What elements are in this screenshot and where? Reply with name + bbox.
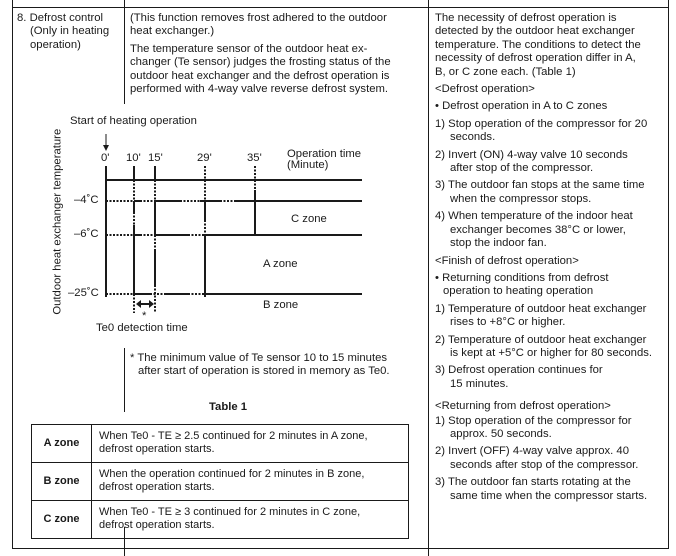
zone-cell: C zone — [32, 501, 92, 539]
footnote-line-2: after start of operation is stored in memory as Te0. — [138, 365, 390, 378]
y-tick-minus-25: –25˚C — [68, 287, 99, 299]
intro-para-2-line: performed with 4-way valve reverse defrost system. — [130, 83, 389, 96]
item-line: is kept at +5°C or higher for 80 seconds. — [450, 346, 653, 359]
column-divider-left-upper — [124, 0, 125, 104]
x-tick-10: 10' — [126, 152, 141, 164]
section-title — [17, 12, 109, 52]
item-line: stop the indoor fan. — [450, 237, 547, 250]
column-divider-left-lower — [124, 348, 125, 412]
table-row — [32, 501, 409, 539]
intro-para-1 — [130, 12, 391, 39]
item-line: approx. 50 seconds. — [450, 427, 552, 440]
table-caption: Table 1 — [209, 401, 248, 413]
bottom-border — [12, 548, 669, 549]
item-line: after stop of the compressor. — [450, 162, 594, 175]
table-row — [32, 463, 409, 501]
item-line: 1) Temperature of outdoor heat exchanger — [435, 302, 647, 315]
intro-para-2 — [130, 43, 391, 97]
right-intro-line: detected by the outdoor heat exchanger — [435, 25, 635, 38]
condition-line: defrost operation starts. — [99, 481, 215, 493]
start-arrow-icon — [103, 145, 109, 151]
condition-cell — [92, 463, 409, 501]
te0-detection-label: Te0 detection time — [96, 322, 188, 334]
item-line: 3) The outdoor fan starts rotating at the — [435, 476, 631, 489]
section-title-line-3: operation) — [30, 38, 81, 51]
defrost-item-4 — [435, 210, 652, 250]
intro-text — [130, 12, 391, 96]
defrost-item-3 — [435, 179, 652, 206]
item-line: 15 minutes. — [450, 377, 509, 390]
right-intro-line: B, or C zone each. (Table 1) — [435, 65, 576, 78]
condition-cell — [92, 425, 409, 463]
y-tick-minus-4: –4˚C — [74, 194, 99, 206]
item-line: 3) Defrost operation continues for — [435, 364, 603, 377]
intro-para-2-line: outdoor heat exchanger and the defrost operation is — [130, 69, 390, 82]
right-intro — [435, 12, 652, 79]
condition-line: When the operation continued for 2 minutes in B zone, — [99, 468, 365, 480]
condition-line: When Te0 - TE ≥ 3 continued for 2 minutes in C zone, — [99, 506, 361, 518]
item-line: 4) When temperature of the indoor heat — [435, 210, 633, 223]
defrost-bullet: • Defrost operation in A to C zones — [435, 100, 608, 113]
x-axis-label-line-1: Operation time — [287, 148, 362, 160]
item-line: rises to +8°C or higher. — [450, 316, 566, 329]
item-line: 1) Stop operation of the compressor for — [435, 414, 632, 427]
x-tick-29: 29' — [197, 152, 212, 164]
zone-cell: A zone — [32, 425, 92, 463]
item-line: 2) Invert (OFF) 4-way valve approx. 40 — [435, 445, 629, 458]
start-of-heating-label: Start of heating operation — [70, 115, 197, 127]
bullet-line: operation to heating operation — [443, 285, 594, 298]
bullet-line: • Returning conditions from defrost — [435, 271, 609, 284]
zone-diagram — [0, 100, 428, 340]
top-border — [12, 7, 669, 8]
section-title-line-2: (Only in heating — [30, 25, 110, 38]
section-title-line-1: Defrost control — [29, 12, 104, 24]
finish-heading: <Finish of defrost operation> — [435, 254, 579, 267]
returning-heading: <Returning from defrost operation> — [435, 400, 611, 413]
item-line: same time when the compressor starts. — [450, 489, 648, 502]
defrost-heading: <Defrost operation> — [435, 83, 535, 96]
finish-item-2 — [435, 334, 652, 361]
right-column — [435, 12, 652, 507]
defrost-item-1 — [435, 118, 652, 145]
column-divider-right — [428, 0, 429, 556]
intro-para-1-line: heat exchanger.) — [130, 25, 215, 38]
finish-item-3 — [435, 364, 652, 391]
returning-item-3 — [435, 476, 652, 503]
x-tick-15: 15' — [148, 152, 163, 164]
zone-cell: B zone — [32, 463, 92, 501]
condition-line: defrost operation starts. — [99, 519, 215, 531]
finish-item-1 — [435, 303, 652, 330]
condition-line: When Te0 - TE ≥ 2.5 continued for 2 minutes in A zone, — [99, 430, 368, 442]
right-border — [668, 0, 669, 549]
item-line: seconds. — [450, 131, 496, 144]
table-row — [32, 425, 409, 463]
right-intro-line: temperature. The conditions to detect the — [435, 38, 641, 51]
intro-para-2-line: changer (Te sensor) judges the frosting status of the — [130, 56, 391, 69]
y-axis-label: Outdoor heat exchanger temperature — [51, 128, 64, 315]
item-line: 3) The outdoor fan stops at the same time — [435, 179, 645, 192]
right-intro-line: necessity of defrost operation differ in A, — [435, 52, 636, 65]
item-line: 2) Temperature of outdoor heat exchanger — [435, 333, 647, 346]
zone-table — [31, 424, 409, 539]
finish-bullet — [435, 272, 652, 299]
condition-line: defrost operation starts. — [99, 443, 215, 455]
condition-cell — [92, 501, 409, 539]
detection-marker: * — [142, 310, 147, 322]
returning-item-1 — [435, 415, 652, 442]
x-axis-label — [287, 149, 361, 171]
c-zone-label: C zone — [291, 213, 327, 225]
defrost-item-2 — [435, 149, 652, 176]
b-zone-label: B zone — [263, 299, 299, 311]
item-line: seconds after stop of the compressor. — [450, 458, 639, 471]
item-line: 2) Invert (ON) 4-way valve 10 seconds — [435, 148, 628, 161]
footnote-line-1: * The minimum value of Te sensor 10 to 15 minutes — [130, 352, 388, 364]
x-tick-35: 35' — [247, 152, 262, 164]
x-tick-0: 0' — [101, 152, 110, 164]
a-zone-label: A zone — [263, 258, 298, 270]
section-number: 8. — [17, 12, 27, 24]
intro-para-2-line: The temperature sensor of the outdoor heat ex- — [130, 42, 368, 55]
right-intro-line: The necessity of defrost operation is — [435, 12, 617, 24]
x-axis-label-line-2: (Minute) — [287, 159, 329, 171]
item-line: 1) Stop operation of the compressor for 20 — [435, 117, 648, 130]
item-line: exchanger becomes 38°C or lower, — [450, 223, 626, 236]
returning-item-2 — [435, 445, 652, 472]
intro-para-1-line: (This function removes frost adhered to the outdoor — [130, 12, 387, 24]
footnote — [130, 352, 390, 379]
y-tick-minus-6: –6˚C — [74, 228, 99, 240]
item-line: when the compressor stops. — [450, 192, 592, 205]
